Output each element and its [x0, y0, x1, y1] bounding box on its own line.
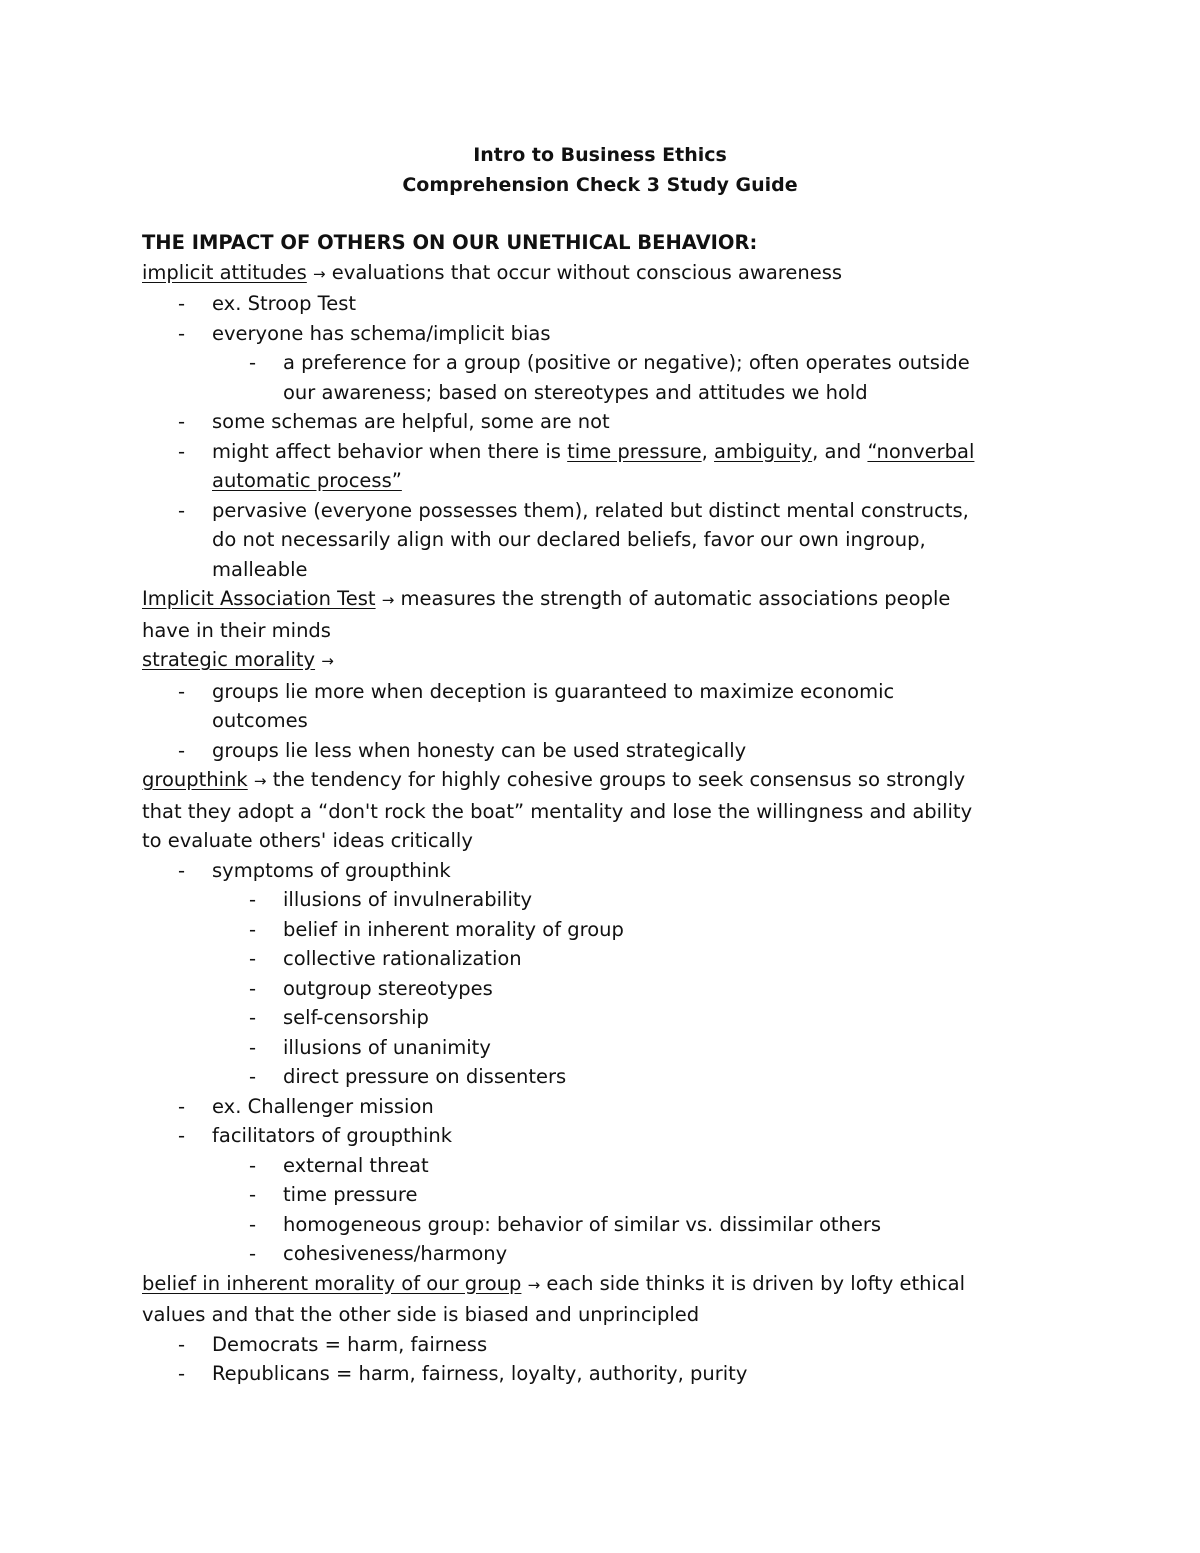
document-title: Intro to Business Ethics [473, 144, 727, 166]
list-item-continuation: outcomes [212, 709, 308, 732]
bullet-dash: - [178, 738, 186, 762]
sub-list-item [142, 348, 1062, 378]
list-item [142, 1092, 1062, 1122]
term-time-pressure: time pressure [567, 439, 702, 463]
bullet-dash: - [249, 917, 257, 941]
list-item-text: groups lie more when deception is guaranteed to maximize economic [212, 679, 895, 703]
list-item [142, 736, 1062, 766]
bullet-dash: - [178, 679, 186, 703]
term-nonverbal: “nonverbal [867, 439, 975, 463]
list-item [142, 1330, 1062, 1360]
bullet-dash: - [249, 1183, 257, 1206]
definition-text: evaluations that occur without conscious awareness [325, 260, 843, 284]
list-item-text: Republicans = harm, fairness, loyalty, authority, purity [212, 1362, 748, 1385]
list-item-text: belief in inherent morality of group [283, 917, 624, 941]
definition-continuation: that they adopt a “don't rock the boat” mentality and lose the willingness and ability [142, 799, 973, 823]
list-item [142, 1121, 1062, 1151]
bullet-dash: - [178, 1332, 186, 1356]
arrow-icon: → [381, 591, 395, 609]
list-item [142, 496, 1062, 526]
list-item [142, 437, 1062, 467]
list-item-text: ex. Stroop Test [212, 292, 357, 315]
list-item [142, 407, 1062, 437]
sub-list-item [142, 915, 1062, 945]
sub-list-item [142, 1033, 1062, 1063]
list-item-continuation [142, 466, 1062, 496]
bullet-dash: - [178, 292, 186, 315]
separator-text: , [701, 439, 715, 463]
sub-list-item [142, 1210, 1062, 1240]
definition-belief-inherent-morality [142, 1269, 1062, 1301]
term-ambiguity: ambiguity [714, 439, 813, 463]
arrow-icon: → [253, 772, 267, 790]
definition-text: each side thinks it is driven by lofty ethical [540, 1271, 966, 1295]
document-body [142, 228, 1062, 1389]
list-item-continuation: do not necessarily align with our declared beliefs, favor our own ingroup, [212, 528, 926, 551]
term-belief-inherent-morality: belief in inherent morality of our group [142, 1271, 522, 1295]
sub-list-item-continuation: our awareness; based on stereotypes and attitudes we hold [283, 380, 868, 404]
list-item-text: ex. Challenger mission [212, 1094, 434, 1118]
list-item-text: outgroup stereotypes [283, 976, 493, 1000]
bullet-dash: - [249, 1153, 257, 1177]
sub-list-item [142, 974, 1062, 1004]
bullet-dash: - [178, 1124, 186, 1147]
definition-continuation: to evaluate others' ideas critically [142, 829, 473, 852]
bullet-dash: - [249, 947, 257, 970]
list-item-text: some schemas are helpful, some are not [212, 410, 610, 433]
separator-text: , and [812, 439, 868, 463]
definition-text: measures the strength of automatic associations people [394, 587, 951, 610]
bullet-dash: - [249, 1006, 257, 1029]
list-item [142, 319, 1062, 349]
sub-list-item [142, 1151, 1062, 1181]
bullet-dash: - [249, 1035, 257, 1059]
list-item-text: a preference for a group (positive or negative); often operates outside [283, 351, 970, 374]
list-item-text: groups lie less when honesty can be used strategically [212, 738, 747, 762]
arrow-icon: → [313, 264, 326, 283]
list-item-text: facilitators of groupthink [212, 1124, 453, 1147]
sub-list-item [142, 885, 1062, 915]
bullet-dash: - [249, 351, 257, 374]
list-item-text: Democrats = harm, fairness [212, 1332, 488, 1356]
section-heading: THE IMPACT OF OTHERS ON OUR UNETHICAL BEHAVIOR: [142, 231, 758, 254]
definition-implicit-attitudes [142, 258, 1062, 290]
document-subtitle: Comprehension Check 3 Study Guide [402, 174, 798, 196]
list-item-text: external threat [283, 1153, 429, 1177]
list-item-text: self-censorship [283, 1006, 429, 1029]
bullet-dash: - [249, 1212, 257, 1236]
list-item-text: collective rationalization [283, 947, 522, 970]
definition-iat [142, 584, 1062, 616]
list-item-text: everyone has schema/implicit bias [212, 321, 551, 345]
definition-text: the tendency for highly cohesive groups to seek consensus so strongly [266, 768, 966, 791]
list-item-text: illusions of invulnerability [283, 888, 533, 911]
bullet-dash: - [178, 439, 186, 463]
bullet-dash: - [178, 1094, 186, 1118]
bullet-dash: - [178, 321, 186, 345]
list-item [142, 856, 1062, 886]
list-item-text: pervasive (everyone possesses them), related but distinct mental constructs, [212, 498, 969, 522]
definition-strategic-morality [142, 645, 1062, 677]
list-item-text: illusions of unanimity [283, 1035, 491, 1059]
list-item-text: homogeneous group: behavior of similar vs. dissimilar others [283, 1212, 882, 1236]
bullet-dash: - [178, 498, 186, 522]
list-item [142, 677, 1062, 707]
definition-continuation: have in their minds [142, 618, 331, 642]
term-implicit-attitudes: implicit attitudes [142, 260, 307, 284]
bullet-dash: - [178, 410, 186, 433]
bullet-dash: - [249, 1242, 257, 1265]
sub-list-item [142, 1180, 1062, 1210]
sub-list-item [142, 944, 1062, 974]
list-item-text: might affect behavior when there is [212, 439, 568, 463]
bullet-dash: - [249, 1065, 257, 1088]
sub-list-item [142, 1003, 1062, 1033]
list-item-text: time pressure [283, 1183, 418, 1206]
bullet-dash: - [249, 888, 257, 911]
term-implicit-association-test: Implicit Association Test [142, 587, 376, 610]
list-item [142, 1359, 1062, 1389]
sub-list-item [142, 1062, 1062, 1092]
list-item-text: symptoms of groupthink [212, 858, 451, 882]
bullet-dash: - [178, 858, 186, 882]
term-strategic-morality: strategic morality [142, 648, 316, 671]
list-item-text: direct pressure on dissenters [283, 1065, 567, 1088]
arrow-icon: → [527, 1275, 541, 1294]
bullet-dash: - [249, 976, 257, 1000]
arrow-icon: → [321, 652, 334, 670]
list-item-continuation: malleable [212, 557, 308, 581]
list-item [142, 289, 1062, 319]
sub-list-item [142, 1239, 1062, 1269]
bullet-dash: - [178, 1362, 186, 1385]
list-item-text: cohesiveness/harmony [283, 1242, 508, 1265]
term-automatic-process: automatic process” [212, 469, 402, 492]
definition-continuation: values and that the other side is biased and unprincipled [142, 1303, 700, 1326]
definition-groupthink [142, 765, 1062, 797]
term-groupthink: groupthink [142, 768, 248, 791]
